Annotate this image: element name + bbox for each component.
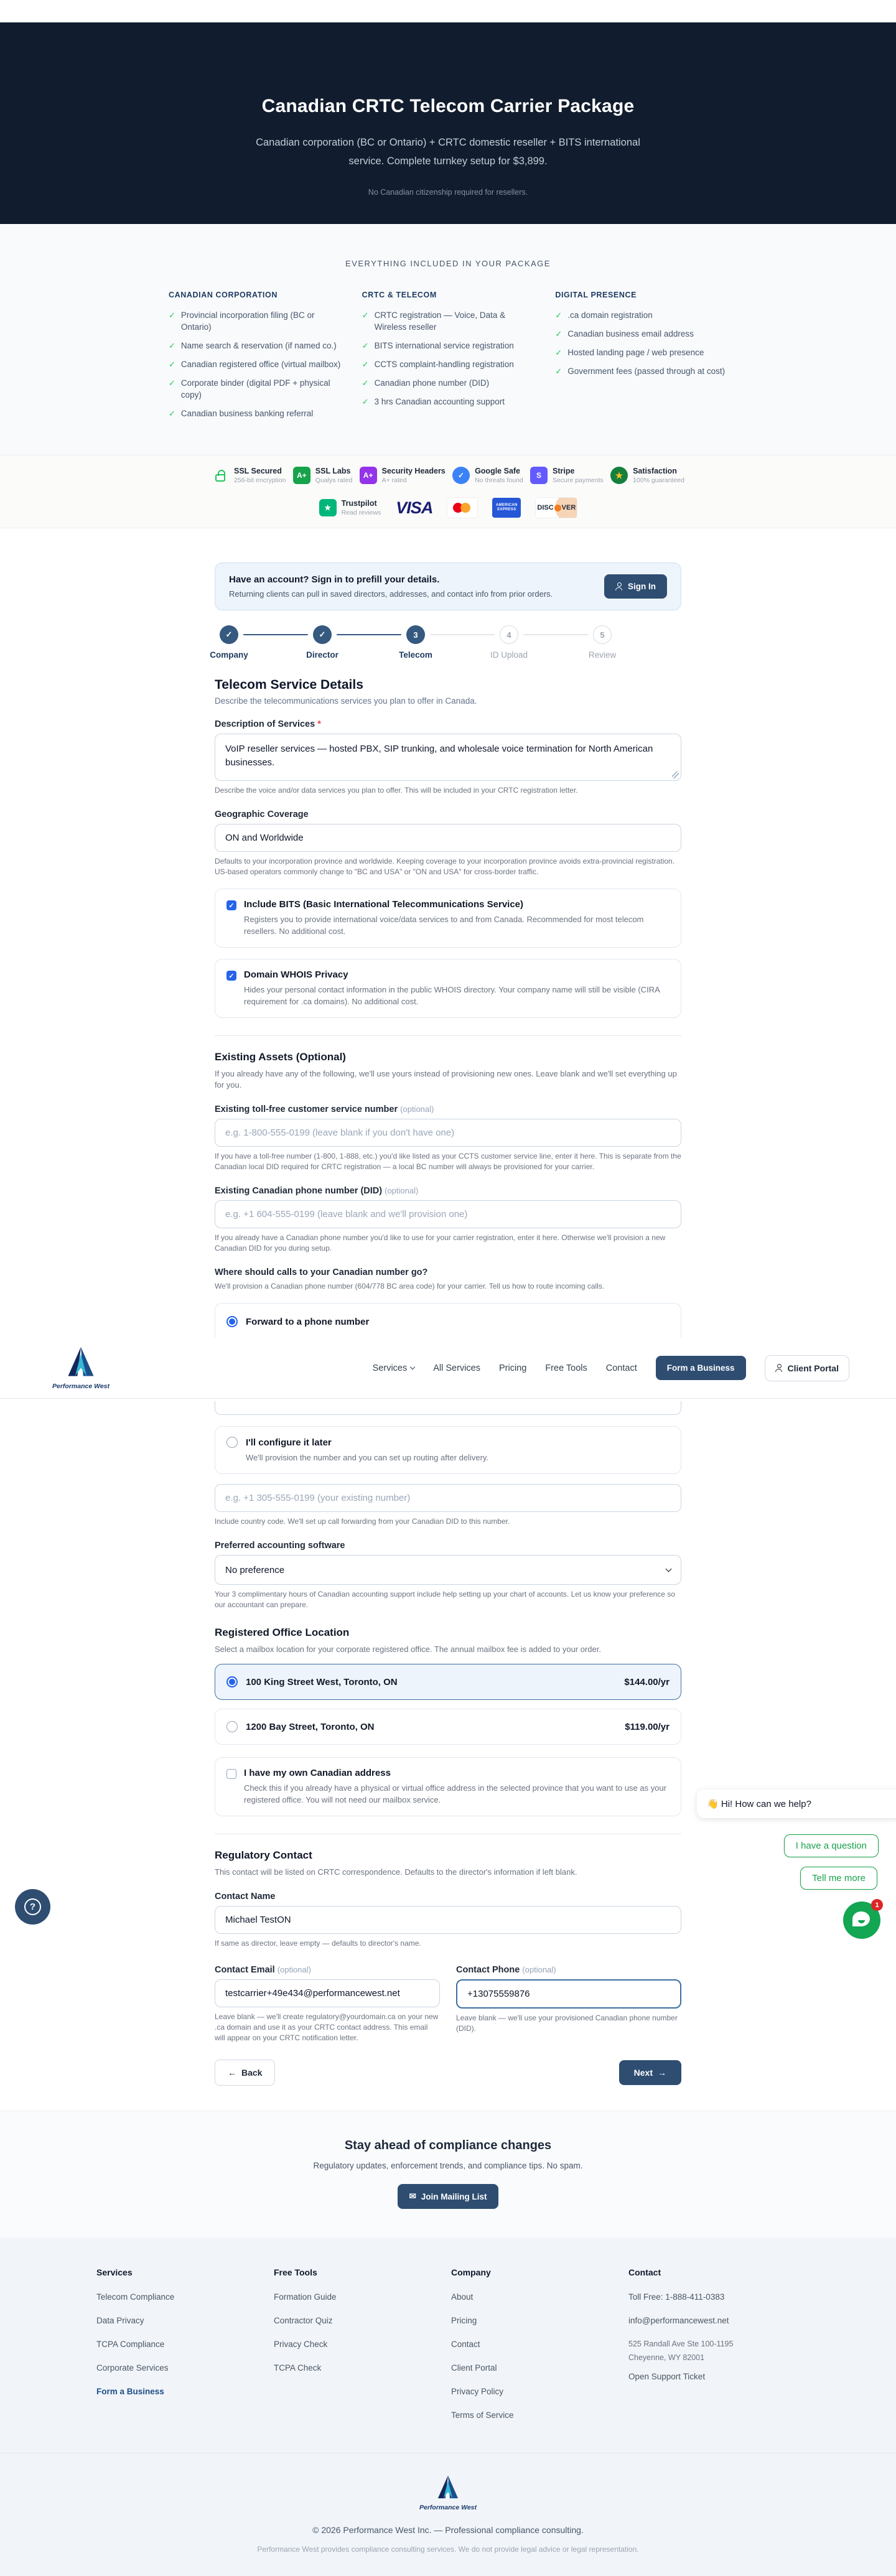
top-strip bbox=[0, 0, 896, 22]
configure-later-label: I'll configure it later bbox=[246, 1437, 332, 1448]
contact-phone-label: Contact Phone (optional) bbox=[456, 1965, 556, 1975]
contact-name-label: Contact Name bbox=[215, 1892, 276, 1902]
discover-dot-icon bbox=[554, 505, 561, 511]
step-check-icon: ✓ bbox=[220, 625, 238, 644]
hero-subtitle: Canadian corporation (BC or Ontario) + CRTC domestic reseller + BITS international service. Complete turnkey setup for $3,899. bbox=[256, 137, 640, 167]
office-radio[interactable] bbox=[226, 1721, 238, 1732]
chat-question-button[interactable]: I have a question bbox=[784, 1834, 879, 1857]
office-price: $119.00/yr bbox=[625, 1721, 670, 1732]
own-address-title: I have my own Canadian address bbox=[244, 1768, 391, 1778]
includes-item: ✓ CCTS complaint-handling registration bbox=[362, 360, 514, 369]
arrow-right-icon: → bbox=[658, 2068, 666, 2078]
coverage-help: Defaults to your incorporation province and worldwide. Keeping coverage to your incorporation province avoids extra-provincial registration. US-based operators commonly change to "BC and USA" or "ON and USA" for cross-border traffic. bbox=[215, 857, 675, 876]
check-icon: ✓ bbox=[362, 378, 369, 388]
visa-logo: VISA bbox=[396, 498, 433, 517]
contact-name-input[interactable] bbox=[215, 1906, 681, 1934]
tollfree-label: Existing toll-free customer service number (optional) bbox=[215, 1104, 434, 1114]
footer-col-services: Services Telecom Compliance Data Privacy TCPA Compliance Corporate Services Form a Business bbox=[96, 2267, 274, 2434]
includes-item: ✓ Provincial incorporation filing (BC or Ontario) bbox=[169, 310, 315, 332]
footer-link[interactable]: Privacy Check bbox=[274, 2340, 328, 2349]
badge-ssl-secured: SSL Secured 256-bit encryption bbox=[212, 467, 286, 484]
trust-badges-section bbox=[0, 455, 896, 528]
badge-stripe: S Stripe Secure payments bbox=[530, 467, 604, 484]
person-icon bbox=[615, 582, 623, 590]
check-icon: ✓ bbox=[362, 360, 369, 369]
footer-col-free-tools: Free Tools Formation Guide Contractor Quiz Privacy Check TCPA Check bbox=[274, 2267, 451, 2434]
includes-item: ✓ Corporate binder (digital PDF + physical copy) bbox=[169, 378, 330, 399]
footer-address-line1: 525 Randall Ave Ste 100-1195 bbox=[628, 2340, 734, 2348]
contact-email-label: Contact Email (optional) bbox=[215, 1965, 311, 1975]
footer-brand bbox=[0, 2475, 896, 2511]
newsletter-section bbox=[0, 2111, 896, 2238]
footer-copyright: © 2026 Performance West Inc. — Professional compliance consulting. bbox=[312, 2525, 584, 2535]
arrow-left-icon: ← bbox=[228, 2068, 236, 2078]
badge-satisfaction: ★ Satisfaction 100% guaranteed bbox=[610, 467, 684, 484]
question-mark-icon: ? bbox=[24, 1898, 41, 1915]
main-section bbox=[0, 528, 896, 2111]
forward-label: Forward to a phone number bbox=[246, 1316, 370, 1327]
clipped-input-remnant bbox=[215, 1401, 681, 1415]
form-subheading: Describe the telecommunications services you plan to offer in Canada. bbox=[215, 696, 477, 706]
check-icon: ✓ bbox=[362, 310, 369, 320]
site-navbar bbox=[0, 1338, 896, 1399]
forward-radio[interactable] bbox=[226, 1316, 238, 1327]
own-address-desc: Check this if you already have a physical or virtual office address in the selected province that you want to use as your registered office. You will not need our mailbox service. bbox=[244, 1783, 667, 1804]
includes-col-title: DIGITAL PRESENCE bbox=[555, 291, 637, 299]
contact-email-input[interactable] bbox=[215, 1979, 440, 2007]
check-icon: ✓ bbox=[362, 397, 369, 406]
configure-later-radio[interactable] bbox=[226, 1437, 238, 1448]
footer-disclaimer: Performance West provides compliance consulting services. We do not provide legal advice or legal representation. bbox=[257, 2545, 639, 2554]
form-a-business-button[interactable]: Form a Business bbox=[656, 1356, 746, 1380]
assets-heading: Existing Assets (Optional) bbox=[215, 1051, 346, 1063]
badge-google-safe: ✓ Google Safe No threats found bbox=[452, 467, 523, 484]
whois-desc: Hides your personal contact information in the public WHOIS directory. Your company name will still be visible (CIRA requirement for .ca domains). No additional cost. bbox=[244, 985, 660, 1006]
nav-link-all-services[interactable]: All Services bbox=[433, 1363, 480, 1373]
newsletter-heading: Stay ahead of compliance changes bbox=[344, 2139, 552, 2152]
footer-email[interactable]: info@performancewest.net bbox=[628, 2316, 729, 2325]
signin-subtitle: Returning clients can pull in saved directors, addresses, and contact info from prior orders. bbox=[229, 589, 553, 599]
next-button[interactable]: Next → bbox=[619, 2060, 681, 2085]
check-icon: ✓ bbox=[555, 329, 562, 338]
performance-west-logo-icon bbox=[63, 1346, 98, 1381]
help-button[interactable] bbox=[15, 1889, 50, 1925]
page-title: Canadian CRTC Telecom Carrier Package bbox=[261, 96, 635, 116]
ssl-labs-icon: A+ bbox=[293, 467, 310, 484]
unread-count-badge: 1 bbox=[871, 1899, 883, 1911]
check-icon: ✓ bbox=[169, 409, 175, 418]
signin-banner bbox=[215, 562, 681, 610]
contact-name-help: If same as director, leave empty — defaults to director's name. bbox=[215, 1939, 421, 1948]
includes-heading: EVERYTHING INCLUDED IN YOUR PACKAGE bbox=[345, 259, 551, 268]
badge-security-headers: A+ Security Headers A+ rated bbox=[360, 467, 446, 484]
footer-col-contact: Contact Toll Free: 1-888-411-0383 info@performancewest.net 525 Randall Ave Ste 100-1195 Cheyenne, WY 82001 Open Support Ticket bbox=[628, 2267, 800, 2434]
trustpilot-star-icon: ★ bbox=[319, 499, 337, 516]
footer-link[interactable]: Corporate Services bbox=[96, 2363, 169, 2373]
office-price: $144.00/yr bbox=[624, 1676, 670, 1687]
footer-support-ticket-link[interactable]: Open Support Ticket bbox=[628, 2372, 706, 2381]
whois-card[interactable] bbox=[215, 959, 681, 1018]
tollfree-help: If you have a toll-free number (1-800, 1-888, etc.) you'd like listed as your CCTS customer service line, enter it here. This is separate from the Canadian local DID required for CRTC registration — a local BC number will always be provisioned for your carrier. bbox=[215, 1152, 681, 1171]
signin-title: Have an account? Sign in to prefill your details. bbox=[229, 574, 440, 585]
routing-question: Where should calls to your Canadian number go? bbox=[215, 1267, 428, 1277]
amex-logo: AMERICAN EXPRESS bbox=[492, 498, 521, 518]
did-input[interactable] bbox=[215, 1200, 681, 1228]
package-includes-section bbox=[0, 224, 896, 455]
includes-item: ✓ Canadian phone number (DID) bbox=[362, 378, 490, 388]
footer-link[interactable]: Privacy Policy bbox=[451, 2387, 504, 2396]
footer-link[interactable]: Form a Business bbox=[96, 2387, 164, 2396]
bits-title: Include BITS (Basic International Telecommunications Service) bbox=[244, 899, 524, 910]
footer-link[interactable]: TCPA Check bbox=[274, 2363, 322, 2373]
regulatory-heading: Regulatory Contact bbox=[215, 1849, 312, 1861]
check-icon: ✓ bbox=[169, 360, 175, 369]
footer-tollfree: Toll Free: 1-888-411-0383 bbox=[628, 2292, 725, 2302]
check-icon: ✓ bbox=[169, 378, 175, 388]
whois-checkbox[interactable]: ✓ bbox=[226, 971, 236, 981]
includes-item: ✓ Hosted landing page / web presence bbox=[555, 348, 704, 357]
brand-logo[interactable] bbox=[47, 1346, 115, 1390]
services-help: Describe the voice and/or data services you plan to offer. This will be included in your CRTC registration letter. bbox=[215, 786, 578, 795]
join-mailing-list-button[interactable]: ✉ Join Mailing List bbox=[398, 2184, 498, 2209]
includes-col-title: CRTC & TELECOM bbox=[362, 291, 437, 299]
includes-item: ✓ .ca domain registration bbox=[555, 310, 653, 320]
includes-col-corporation bbox=[169, 291, 341, 426]
newsletter-subheading: Regulatory updates, enforcement trends, and compliance tips. No spam. bbox=[313, 2161, 583, 2170]
chat-bubble-icon bbox=[852, 1911, 870, 1926]
contact-email-help: Leave blank — we'll create regulatory@yourdomain.ca on your new .ca domain and use it as your CRTC contact address. This email will appear on your CRTC notification letter. bbox=[215, 2012, 439, 2042]
bits-checkbox[interactable]: ✓ bbox=[226, 900, 236, 910]
chat-tell-me-more-button[interactable]: Tell me more bbox=[800, 1867, 877, 1890]
bits-desc: Registers you to provide international voice/data services to and from Canada. Recommended for most telecom resellers. No additional cost. bbox=[244, 915, 644, 936]
footer-link[interactable]: Formation Guide bbox=[274, 2292, 337, 2302]
tollfree-input[interactable] bbox=[215, 1119, 681, 1147]
office-radio[interactable] bbox=[226, 1676, 238, 1687]
lock-icon bbox=[212, 467, 229, 484]
regulatory-desc: This contact will be listed on CRTC correspondence. Defaults to the director's information if left blank. bbox=[215, 1867, 577, 1877]
step-director[interactable]: ✓ Director bbox=[313, 625, 406, 664]
whois-title: Domain WHOIS Privacy bbox=[244, 969, 348, 980]
client-portal-button[interactable]: Client Portal bbox=[765, 1355, 849, 1381]
includes-col-title: CANADIAN CORPORATION bbox=[169, 291, 278, 299]
footer-link[interactable]: Contractor Quiz bbox=[274, 2316, 333, 2325]
services-label: Description of Services * bbox=[215, 719, 321, 729]
progress-stepper bbox=[210, 625, 681, 664]
nav-link-free-tools[interactable]: Free Tools bbox=[545, 1363, 587, 1373]
includes-col-digital bbox=[555, 291, 727, 426]
coverage-label: Geographic Coverage bbox=[215, 810, 309, 819]
nav-link-contact[interactable]: Contact bbox=[605, 1363, 637, 1373]
badge-ssl-labs: A+ SSL Labs Qualys rated bbox=[293, 467, 353, 484]
includes-item: ✓ CRTC registration — Voice, Data & Wireless reseller bbox=[362, 310, 506, 332]
step-check-icon: ✓ bbox=[313, 625, 332, 644]
check-icon: ✓ bbox=[169, 341, 175, 350]
check-icon: ✓ bbox=[362, 341, 369, 350]
office-option-king-street[interactable]: 100 King Street West, Toronto, ON $144.00/yr bbox=[215, 1664, 681, 1700]
badge-trustpilot[interactable]: ★ Trustpilot Read reviews bbox=[319, 499, 381, 516]
chevron-down-icon bbox=[666, 1566, 672, 1572]
coverage-input[interactable] bbox=[215, 824, 681, 852]
routing-desc: We'll provision a Canadian phone number (604/778 BC area code) for your carrier. Tell us how to route incoming calls. bbox=[215, 1282, 605, 1290]
step-number: 4 bbox=[500, 625, 518, 644]
accounting-help: Your 3 complimentary hours of Canadian accounting support include help setting up your chart of accounts. Let us know your preference so our accountant can prepare. bbox=[215, 1590, 675, 1609]
includes-grid bbox=[169, 291, 727, 426]
includes-list bbox=[362, 309, 534, 408]
includes-list bbox=[169, 309, 341, 419]
includes-item: ✓ Canadian registered office (virtual mailbox) bbox=[169, 360, 341, 369]
includes-item: ✓ Government fees (passed through at cost) bbox=[555, 366, 726, 376]
includes-item: ✓ BITS international service registration bbox=[362, 341, 514, 350]
envelope-icon: ✉ bbox=[409, 2191, 416, 2201]
check-icon: ✓ bbox=[555, 348, 562, 357]
form-heading: Telecom Service Details bbox=[215, 678, 363, 692]
chevron-down-icon bbox=[410, 1365, 415, 1370]
chat-greeting-bubble[interactable]: 👋 Hi! How can we help? bbox=[697, 1790, 896, 1818]
mastercard-logo bbox=[447, 498, 477, 518]
includes-col-crtc bbox=[362, 291, 534, 426]
footer-col-company: Company About Pricing Contact Client Portal Privacy Policy Terms of Service bbox=[451, 2267, 628, 2434]
nav-link-services[interactable]: Services bbox=[373, 1363, 415, 1373]
own-address-card[interactable] bbox=[215, 1757, 681, 1816]
step-number: 5 bbox=[593, 625, 612, 644]
performance-west-logo-icon bbox=[434, 2475, 462, 2502]
forward-phone-input[interactable] bbox=[215, 1484, 681, 1512]
footer-link[interactable]: Client Portal bbox=[451, 2363, 497, 2373]
did-label: Existing Canadian phone number (DID) (optional) bbox=[215, 1186, 419, 1196]
includes-item: ✓ Canadian business banking referral bbox=[169, 409, 314, 418]
hero-section bbox=[0, 22, 896, 224]
security-headers-icon: A+ bbox=[360, 467, 377, 484]
step-review[interactable]: 5 Review bbox=[593, 625, 612, 664]
site-footer bbox=[0, 2238, 896, 2576]
wave-icon: 👋 bbox=[707, 1799, 719, 1809]
check-icon: ✓ bbox=[555, 366, 562, 376]
did-help: If you already have a Canadian phone number you'd like to use for your carrier registration, enter it here. Otherwise we'll provision a new Canadian DID for you during setup. bbox=[215, 1233, 666, 1253]
back-button[interactable]: ← Back bbox=[215, 2060, 275, 2086]
step-company[interactable]: ✓ Company bbox=[220, 625, 313, 664]
chat-launcher-button[interactable] bbox=[843, 1902, 880, 1939]
check-icon: ✓ bbox=[555, 310, 562, 320]
sign-in-button[interactable]: Sign In bbox=[604, 574, 667, 599]
person-icon bbox=[775, 1364, 783, 1372]
discover-logo: DISC VER bbox=[536, 498, 577, 518]
footer-link[interactable]: Terms of Service bbox=[451, 2410, 514, 2420]
footer-link[interactable]: TCPA Compliance bbox=[96, 2340, 165, 2349]
footer-link[interactable]: About bbox=[451, 2292, 474, 2302]
check-icon: ✓ bbox=[169, 310, 175, 320]
accounting-software-select[interactable]: No preference bbox=[215, 1555, 681, 1585]
services-textarea[interactable] bbox=[215, 734, 681, 781]
office-desc: Select a mailbox location for your corporate registered office. The annual mailbox fee is added to your order. bbox=[215, 1645, 601, 1654]
step-number: 3 bbox=[406, 625, 425, 644]
shield-check-icon: ✓ bbox=[452, 467, 470, 484]
includes-item: ✓ Canadian business email address bbox=[555, 329, 694, 338]
office-heading: Registered Office Location bbox=[215, 1626, 350, 1638]
star-icon: ★ bbox=[610, 467, 628, 484]
stripe-icon: S bbox=[530, 467, 548, 484]
footer-link[interactable]: Telecom Compliance bbox=[96, 2292, 175, 2302]
includes-list bbox=[555, 309, 727, 377]
accounting-label: Preferred accounting software bbox=[215, 1541, 345, 1551]
includes-item: ✓ 3 hrs Canadian accounting support bbox=[362, 397, 505, 406]
divider bbox=[215, 1035, 681, 1036]
footer-address-line2: Cheyenne, WY 82001 bbox=[628, 2353, 705, 2362]
forward-phone-help: Include country code. We'll set up call forwarding from your Canadian DID to this number. bbox=[215, 1517, 510, 1526]
assets-desc: If you already have any of the following, we'll use yours instead of provisioning new ones. Leave blank and we'll set everything up for you. bbox=[215, 1069, 677, 1090]
footer-link[interactable]: Pricing bbox=[451, 2316, 477, 2325]
contact-phone-help: Leave blank — we'll use your provisioned Canadian phone number (DID). bbox=[456, 2014, 678, 2033]
configure-later-desc: We'll provision the number and you can set up routing after delivery. bbox=[246, 1453, 489, 1462]
hero-note: No Canadian citizenship required for resellers. bbox=[368, 188, 528, 197]
office-option-bay-street[interactable]: 1200 Bay Street, Toronto, ON $119.00/yr bbox=[215, 1709, 681, 1745]
brand-name: Performance West bbox=[419, 2504, 477, 2511]
configure-later-card[interactable] bbox=[215, 1426, 681, 1474]
contact-phone-input[interactable] bbox=[456, 1979, 681, 2009]
footer-link[interactable]: Data Privacy bbox=[96, 2316, 144, 2325]
brand-name: Performance West bbox=[52, 1383, 110, 1390]
bits-card[interactable] bbox=[215, 889, 681, 948]
step-id-upload[interactable]: 4 ID Upload bbox=[500, 625, 593, 664]
step-telecom[interactable]: 3 Telecom bbox=[406, 625, 500, 664]
nav-link-pricing[interactable]: Pricing bbox=[498, 1363, 527, 1373]
own-address-checkbox[interactable] bbox=[226, 1769, 236, 1779]
includes-item: ✓ Name search & reservation (if named co.) bbox=[169, 341, 337, 350]
footer-link[interactable]: Contact bbox=[451, 2340, 480, 2349]
